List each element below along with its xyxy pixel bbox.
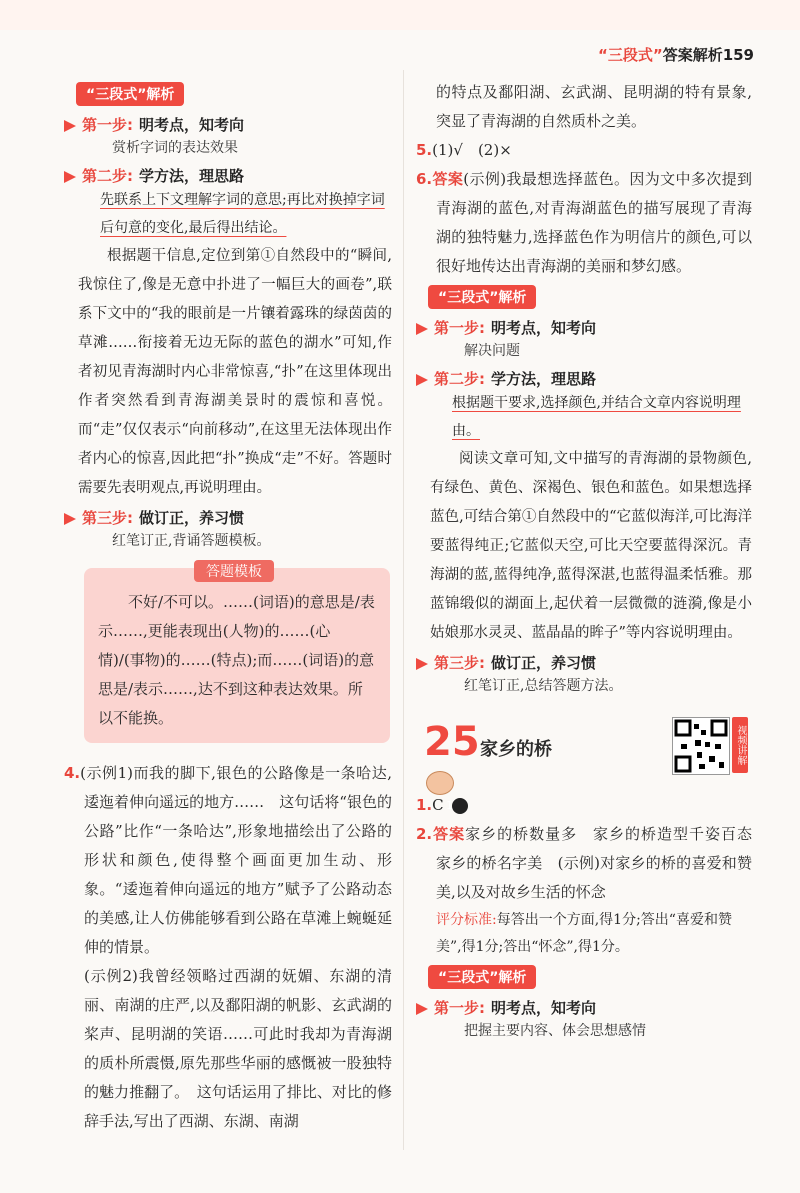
step-title: 学方法，理思路 [139,167,245,185]
left-column [64,78,392,1136]
qr-code-icon[interactable] [672,717,730,775]
step-number: 第一步: [434,999,485,1017]
grading-criteria [416,907,752,961]
question-number: 6. [416,170,433,188]
step-detail: 赏析字词的表达效果 [112,140,238,156]
step-1 [416,997,752,1018]
question-number: 4. [64,764,81,782]
right-column [416,78,767,1044]
lesson-heading [416,717,752,791]
step-title: 明考点，知考向 [139,116,245,134]
step-title: 明考点，知考向 [491,319,597,337]
step-title: 学方法，理思路 [491,370,597,388]
answer-text: C [432,796,444,814]
template-label: 答题模板 [194,560,274,582]
answer-label: 答案 [432,170,464,188]
answer-label: 答案 [432,825,466,843]
top-strip [0,0,800,30]
step-3 [416,652,752,673]
step-2 [416,368,752,389]
step-detail: 先联系上下文理解字词的意思;再比对换掉字词后句意的变化,最后得出结论。 [100,192,385,236]
step-number: 第二步: [82,167,133,185]
step-1 [64,114,392,135]
step-2 [64,165,392,186]
page-header [598,44,754,65]
answer-text: (1)√ (2)× [432,141,512,159]
question-number: 1. [416,796,433,814]
header-brand: “三段式” [597,46,663,64]
continued-text: 的特点及鄱阳湖、玄武湖、昆明湖的特有景象,突显了青海湖的自然质朴之美。 [436,83,752,130]
grading-text: 每答出一个方面,得1分;答出“喜爱和赞美”,得1分;答出“怀念”,得1分。 [436,912,732,955]
template-text: 不好/不可以。……(词语)的意思是/表示……,更能表现出(人物)的……(心情)/(事物)的……(特点);而……(词语)的意思是/表示……,达不到这种表达效果。所以不能换。 [84,568,390,743]
step-number: 第三步: [82,509,133,527]
numbered-circle-icon: 1 [452,798,468,814]
step-detail: 红笔订正,背诵答题模板。 [112,533,271,549]
step-detail: 红笔订正,总结答题方法。 [464,678,623,694]
step-detail: 解决问题 [464,343,520,359]
question-2 [416,820,767,907]
step-number: 第三步: [434,654,485,672]
step-title: 做订正，养习惯 [491,654,597,672]
question-6 [416,165,752,281]
question-4 [64,759,392,962]
question-5 [416,136,752,165]
header-page-title: 答案解析159 [662,46,754,64]
question-1 [416,791,752,820]
answer-template [84,564,390,743]
mascot-icon [426,771,454,795]
analysis-text: 阅读文章可知,文中描写的青海湖的景物颜色,有绿色、黄色、深褐色、银色和蓝色。如果想选择蓝色,可结合第①自然段中的“它蓝似海洋,可比海洋要蓝得纯正;它蓝似天空,可比天空要蓝得深沉。青海湖的蓝,蓝得纯净,蓝得深湛,也蓝得温柔恬雅。那蓝锦缎似的湖面上,起伏着一层微微的涟漪,像是小姑娘那水灵灵、蓝晶晶的眸子”等内容说明理由。 [430,451,752,641]
example-2: (示例2)我曾经领略过西湖的妩媚、东湖的清丽、南湖的庄严,以及鄱阳湖的帆影、玄武湖的桨声、昆明湖的笑语……可此时我却为青海湖的质朴所震慑,原先那些华丽的感慨被一股独特的魅力推翻了。 这句话运用了排比、对比的修辞手法,写出了西湖、东湖、南湖 [84,967,392,1130]
question-number: 2. [416,825,433,843]
step-1 [416,317,752,338]
analysis-text: 根据题干信息,定位到第①自然段中的“瞬间,我惊住了,像是无意中扑进了一幅巨大的画卷”,联系下文中的“我的眼前是一片镶着露珠的绿茵茵的草滩……衔接着无边无际的蓝色的湖水”可知,作者初见青海湖时内心非常惊喜,“扑”在这里体现出作者突然看到青海湖美景时的震惊和喜悦。而“走”仅仅表示“向前移动”,在这里无法体现出作者内心的惊喜,因此把“扑”换成“走”不好。答题时需要先表明观点,再说明理由。 [78,248,392,496]
step-detail: 根据题干要求,选择颜色,并结合文章内容说明理由。 [452,395,741,439]
answer-text: (示例)我最想选择蓝色。因为文中多次提到青海湖的蓝色,对青海湖蓝色的描写展现了青海湖的独特魅力,选择蓝色作为明信片的颜色,可以很好地传达出青海湖的美丽和梦幻感。 [436,170,752,275]
video-explain-label: 视频讲解 [732,717,748,773]
step-detail: 把握主要内容、体会思想感情 [464,1023,646,1039]
column-divider [403,70,404,1150]
step-title: 做订正，养习惯 [139,509,245,527]
lesson-title: 家乡的桥 [480,739,552,760]
example-1: (示例1)而我的脚下,银色的公路像是一条哈达,逶迤着伸向遥远的地方…… 这句话将“银色的公路”比作“一条哈达”,形象地描绘出了公路的形状和颜色,使得整个画面更加生动、形象。“逶迤着伸向遥远的地方”赋予了公路动态的美感,让人仿佛能够看到公路在草滩上蜿蜒延伸的情景。 [80,764,392,956]
answer-text: 家乡的桥数量多 家乡的桥造型千姿百态 家乡的桥名字美 (示例)对家乡的桥的喜爱和赞美,以及对故乡生活的怀念 [436,825,767,901]
analysis-tag: “三段式”解析 [428,965,536,989]
analysis-tag: “三段式”解析 [76,82,184,106]
question-number: 5. [416,141,433,159]
step-3 [64,507,392,528]
grading-label: 评分标准: [436,912,497,928]
step-number: 第一步: [434,319,485,337]
lesson-number: 25 [424,719,480,765]
analysis-tag: “三段式”解析 [428,285,536,309]
step-number: 第一步: [82,116,133,134]
step-number: 第二步: [434,370,485,388]
step-title: 明考点，知考向 [491,999,597,1017]
